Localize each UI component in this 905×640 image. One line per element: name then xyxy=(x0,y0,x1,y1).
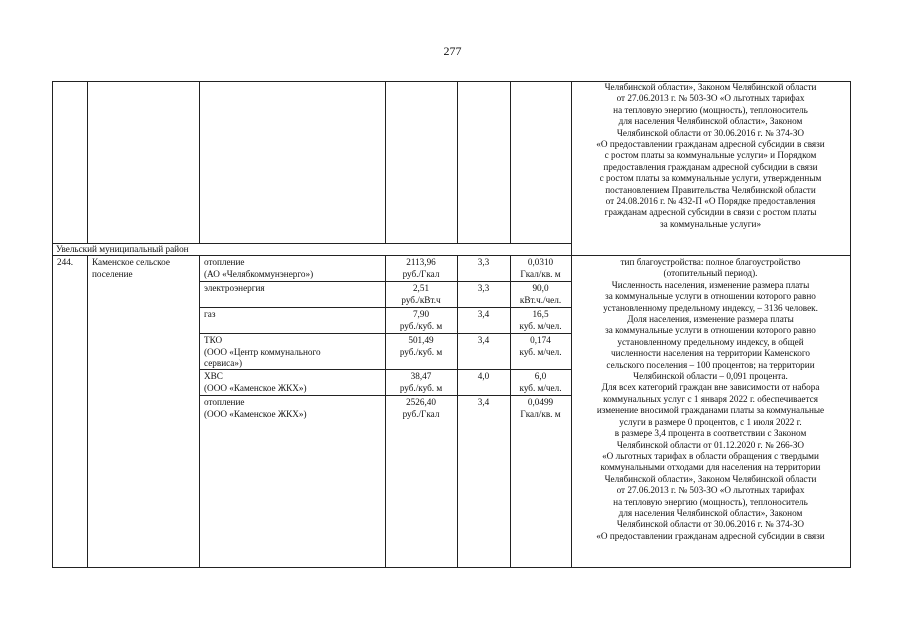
price-value: 38,47 xyxy=(410,371,432,381)
text-line: в размере 3,4 процента в соответствии с Законом xyxy=(614,428,807,439)
col-border xyxy=(457,81,458,243)
price-value: 7,90 xyxy=(412,309,430,319)
text-line: тип благоустройства: полное благоустройство xyxy=(620,257,801,267)
service-line: (ООО «Каменское ЖКХ») xyxy=(204,408,307,419)
service-line: отопление xyxy=(204,397,245,407)
text-line: от 27.06.2013 г. № 503-ЗО «О льготных тарифах xyxy=(616,485,805,496)
text-line: изменение вносимой гражданами платы за коммунальные xyxy=(596,405,825,416)
text-line: за коммунальные услуги в отношении которого равно xyxy=(605,291,816,302)
text-line: коммунальными отходами для населения на территории xyxy=(600,462,821,473)
text-line: на тепловую энергию (мощность), теплоноситель xyxy=(613,104,808,115)
text-line: за коммунальные услуги в отношении которого равно xyxy=(605,325,816,336)
service-line: ТКО xyxy=(204,335,223,345)
norm-value: 0,0499 xyxy=(527,397,554,407)
top-continuation-text xyxy=(571,82,850,230)
row-description xyxy=(571,257,850,542)
service-line: (АО «Челябкоммунэнерго») xyxy=(204,268,314,279)
price-cell xyxy=(385,257,457,280)
service-line: (ООО «Центр коммунального xyxy=(204,346,321,357)
norm-unit: Гкал/кв. м xyxy=(520,268,561,279)
text-line: с ростом платы за коммунальные услуги» и Порядком xyxy=(604,150,817,161)
service-name xyxy=(204,309,215,321)
price-cell xyxy=(385,371,457,394)
service-line: ХВС xyxy=(204,371,223,381)
norm-unit: куб. м/чел. xyxy=(519,320,562,331)
settlement-name xyxy=(92,257,170,280)
norm-cell xyxy=(510,257,571,280)
norm-cell xyxy=(510,335,571,358)
text-line: гражданам адресной субсидии в связи с ростом платы xyxy=(604,207,817,218)
table-bottom-border xyxy=(52,567,851,568)
row-number: 244. xyxy=(57,257,74,267)
service-name xyxy=(204,335,321,370)
norm-cell xyxy=(510,371,571,394)
norm-value: 16,5 xyxy=(532,309,549,319)
price-cell xyxy=(385,397,457,420)
col-border xyxy=(199,255,200,568)
col-border xyxy=(385,81,386,243)
service-line: газ xyxy=(204,309,216,319)
text-line: численности населения на территории Каменского xyxy=(611,348,810,359)
text-line: на тепловую энергию (мощность), теплоноситель xyxy=(613,496,808,507)
service-name xyxy=(204,397,307,420)
col-border xyxy=(199,81,200,243)
text-line: от 27.06.2013 г. № 503-ЗО «О льготных тарифах xyxy=(616,93,805,104)
service-line: сервиса») xyxy=(204,358,243,369)
text-line: для населения Челябинской области», Законом xyxy=(618,507,803,518)
service-name xyxy=(204,283,265,295)
percent-cell: 3,4 xyxy=(477,335,490,345)
price-cell xyxy=(385,309,457,332)
percent-cell: 3,4 xyxy=(477,397,490,407)
text-line: «О льготных тарифах в области обращения с твердыми xyxy=(602,450,819,461)
price-value: 2,51 xyxy=(412,283,430,293)
price-unit: руб./Гкал xyxy=(402,268,440,279)
col-border xyxy=(850,81,851,568)
text-line: Челябинской области от 30.06.2016 г. № 374-ЗО xyxy=(616,127,805,138)
price-unit: руб./куб. м xyxy=(399,382,443,393)
price-unit: руб./куб. м xyxy=(399,346,443,357)
norm-cell xyxy=(510,283,571,306)
text-line: Доля населения, изменение размера платы xyxy=(627,314,794,325)
col-border xyxy=(457,255,458,568)
norm-unit: кВт.ч./чел. xyxy=(519,294,562,305)
price-unit: руб./кВт.ч xyxy=(401,294,441,305)
text-line: «О предоставлении гражданам адресной субсидии в связи xyxy=(596,139,825,150)
price-value: 501,49 xyxy=(408,335,434,345)
text-line: Челябинской области – 0,091 процента. xyxy=(633,371,788,382)
settlement-line: поселение xyxy=(92,268,133,279)
text-line: для населения Челябинской области», Законом xyxy=(618,116,803,127)
price-value: 2526,40 xyxy=(406,397,436,407)
norm-unit: куб. м/чел. xyxy=(519,382,562,393)
price-cell xyxy=(385,283,457,306)
text-line: постановлением Правительства Челябинской области xyxy=(605,184,816,195)
text-line: Челябинской области», Законом Челябинской области xyxy=(604,473,817,484)
norm-value: 0,0310 xyxy=(527,257,554,267)
text-line: (отопительный период). xyxy=(663,268,758,279)
tariff-table xyxy=(52,81,851,568)
norm-value: 0,174 xyxy=(530,335,551,345)
norm-value: 6,0 xyxy=(534,371,547,381)
norm-value: 90,0 xyxy=(532,283,549,293)
percent-cell: 3,3 xyxy=(477,257,490,267)
price-unit: руб./Гкал xyxy=(402,408,440,419)
text-line: установленному предельному индексу, – 3136 человек. xyxy=(603,302,818,313)
norm-unit: куб. м/чел. xyxy=(519,346,562,357)
percent-cell: 4,0 xyxy=(477,371,490,381)
service-line: электроэнергия xyxy=(204,283,265,293)
percent-cell: 3,3 xyxy=(477,283,490,293)
norm-cell xyxy=(510,309,571,332)
text-line: с ростом платы за коммунальные услуги, утвержденным xyxy=(599,173,822,184)
service-line: отопление xyxy=(204,257,245,267)
text-line: за коммунальные услуги» xyxy=(659,218,762,229)
text-line: Для всех категорий граждан вне зависимости от набора xyxy=(601,382,820,393)
text-line: коммунальных услуг с 1 января 2022 г. обеспечивается xyxy=(603,393,818,404)
district-header: Увельский муниципальный район xyxy=(56,244,189,254)
service-name xyxy=(204,257,313,280)
text-line: Челябинской области от 01.12.2020 г. № 266-ЗО xyxy=(616,439,805,450)
service-name xyxy=(204,371,307,394)
col-border xyxy=(510,81,511,243)
text-line: от 24.08.2016 г. № 432-П «О Порядке предоставления xyxy=(605,196,816,207)
price-value: 2113,96 xyxy=(406,257,436,267)
text-line: Челябинской области», Законом Челябинской области xyxy=(604,82,817,92)
price-cell xyxy=(385,335,457,358)
col-border xyxy=(87,81,88,243)
text-line: Челябинской области от 30.06.2016 г. № 374-ЗО xyxy=(616,519,805,530)
page-number: 277 xyxy=(443,44,462,58)
settlement-line: Каменское сельское xyxy=(92,257,170,267)
text-line: Численность населения, изменение размера платы xyxy=(611,279,810,290)
text-line: предоставления гражданам адресной субсидии в связи xyxy=(603,161,818,172)
service-line: (ООО «Каменское ЖКХ») xyxy=(204,382,307,393)
norm-unit: Гкал/кв. м xyxy=(520,408,561,419)
col-border xyxy=(52,81,53,568)
norm-cell xyxy=(510,397,571,420)
text-line: сельского поселения – 100 процентов; на территории xyxy=(606,359,815,370)
text-line: «О предоставлении гражданам адресной субсидии в связи xyxy=(596,530,825,541)
percent-cell: 3,4 xyxy=(477,309,490,319)
text-line: услуги в размере 0 процентов, с 1 июля 2022 г. xyxy=(619,416,802,427)
price-unit: руб./куб. м xyxy=(399,320,443,331)
col-border xyxy=(87,255,88,568)
text-line: установленному предельному индексу, в общей xyxy=(617,336,804,347)
